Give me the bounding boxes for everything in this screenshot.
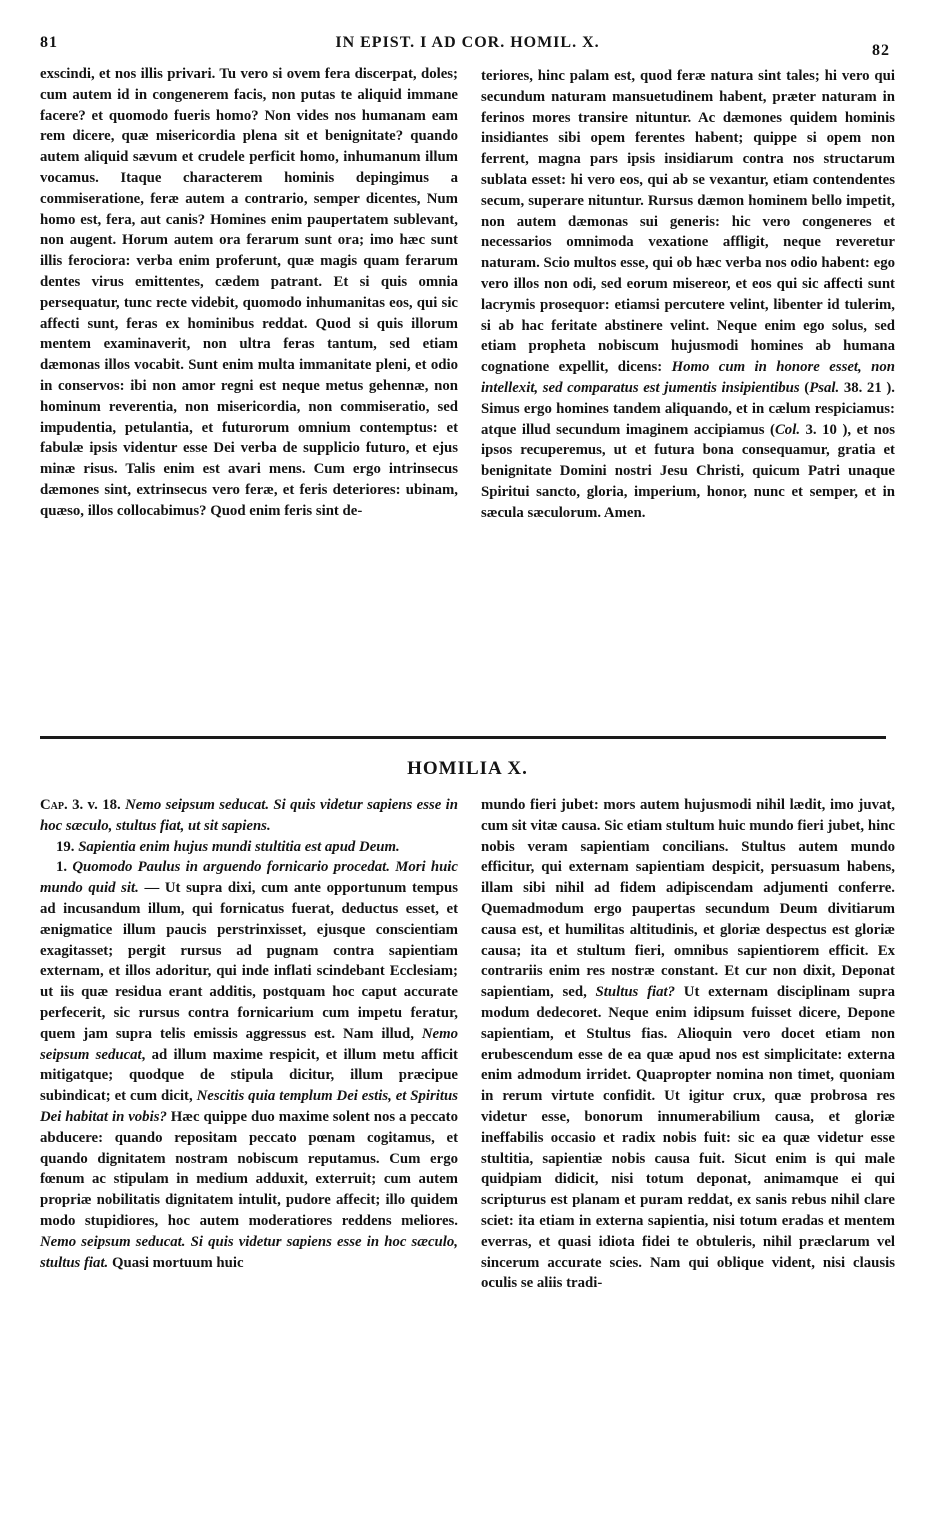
bottom-left-column bbox=[40, 795, 458, 1273]
section-number: 1. bbox=[56, 859, 68, 876]
top-right-text-b: ). Simus ergo homines tandem aliquando, et in cælum respiciamus: atque illud secundum imaginem accipiamus ( bbox=[481, 379, 895, 438]
top-right-text: teriores, hinc palam est, quod feræ natura sint tales; hi vero qui secundum naturam mansuetudinem habent, præter naturam in ferinos mores transire nituntur. Ac dæmones quidem hominis insidiantes sibi opem ferentes habent; quippe si opem non ferrent, magna pars ipsis insidiarum contra nos structarum sublata esset: hi vero eos, qui ab se vexantur, etiam contendentes secum, superare nituntur. Rursus dæmon hominem bello impetit, non autem dæmonas sui generis: hic vero congeneres et necessarios omnimoda vexatione affligit, neque reveretur naturam. Scio multos esse, qui ob hæc verba nos odio habent: ego vero illos non odi, sed eorum misereor, et eos qui sic affecti sunt lacrymis prosequor: etiamsi percutere velint, libenter id tulerim, si ab hac feritate abstinere velint. Neque enim ego solus, sed etiam propheta nobiscum hujusmodi homines ab humana cognatione expellit, dicens: Homo cum in honore esset, non intellexit, sed comparatus est jumentis insipientibus (Psal. 38. 21 ). Simus ergo homines tandem aliquando, et in cælum respiciamus: atque illud secundum imaginem accipiamus (Col. 3. 10 ), et nos ipsos recuperemus, ut et futura bona consequamur, gratia et benignitate Domini nostri Jesu Christi, quicum Patri unaque Spiritui sancto, gloria, imperium, honor, nunc et semper, et in sæcula sæculorum. Amen. bbox=[481, 68, 896, 521]
homily-right-text-2: Ut externam disciplinam supra modum dedecoret. Neque enim idipsum fuisset dicere, Depone sapientiam, et Stultus fias. Alioquin vero docet etiam non erubescendum esse de ea quæ apud nos est simplicitate: externa enim admodum irridet. Quapropter nomina non timet, quoniam in rerum virtute confidit. Ut igitur crux, quæ probrosa res videtur esse, bonorum innumerabilium causa, et gloriæ ineffabilis occasio et radix nobis fuit: sic ea quæ videtur esse stultitia, sapientiæ nobis causa fuit. Sicut enim is qui male quidpiam didicit, nisi totum deponat, animamque ei qui scripturus est planam et puram reddat, ex sanis rebus nihil clare sciet: ita etiam in externa sapientia, nisi totum eradas et mentem everras, et quasi idiota fidei te obtuleris, nihil præclarum vel sincerum accurate scies. Nam qui oblique vident, nisi clausis oculis se aliis tradi- bbox=[481, 984, 895, 1292]
col-ref-label: Col. bbox=[774, 421, 801, 438]
homily-text-4: Quasi mortuum huic bbox=[108, 1254, 244, 1271]
quote-stultus-fiat: Stultus fiat? bbox=[595, 984, 676, 1001]
homily-right-text-1: mundo fieri jubet: mors autem hujusmodi nihil lædit, imo juvat, cum sit vitæ causa. Sic etiam stultum huic mundo fieri jubet, hinc nobis veram sapientiam concilians. Stultus autem mundo efficitur, qui externam sapientiam despicit, persuasum habens, illam sibi nihil ad fidem adipiscendam adjumenti conferre. Quemadmodum ergo paupertas secundum Deum divitiarum causa est, et humilitas altitudinis, et gloriæ despectus est gloriæ causa; ita et stultum fieri, omnibus sapientiorem efficit. Ex contrariis enim res nostræ constant. Et cur non dixit, Deponat sapientiam, sed, bbox=[481, 797, 895, 1001]
top-right-column bbox=[481, 66, 895, 524]
top-left-text: exscindi, et nos illis privari. Tu vero si ovem fera discerpat, doles; cum autem id in congenerem facis, non putas te aliquid immane facere? et quomodo fueris homo? Non vides nos humanam eam rem dicere, quæ misericordia plena sit et benignitate? quando autem aliquid sævum et crudele perficit homo, inhumanum illum vocamus. Itaque characterem hominis depingimus a commiseratione, feræ autem a contrario, semper dicentes, Num homo est, fera, aut canis? Homines enim paupertatem sublevant, non augent. Horum autem ora ferarum sunt ora; imo hæc sunt illis ferociora: verba enim proferunt, quæ magis quam ferarum dentes virus emittentes, cædem patrant. Et si quis omnia persequatur, tunc recte videbit, quomodo inhumanitas eos, qui sic affecti sunt, feras ex hominibus reddat. Quod si quis illorum mentem examinaverit, non ultra feras tantum, sed etiam dæmonas illos vocabit. Sunt enim multa immanitate pleni, et odio in conservos: ibi non amor regni est neque metus gehennæ, non hominum reverentia, non misericordia, non commiseratio, sed impudentia, petulantia, et futurorum omnium contemptus: et fabulæ ipsis videntur esse Dei verba de supplicio futuro, et ejus minæ risus. Talis enim est avari mens. Cum ergo intrinsecus dæmones sint, extrinsecus vero feræ, et feris deteriores: ubinam, quæso, illos collocabimus? Quod enim feris sint de- bbox=[40, 66, 458, 519]
psalm-quote: Homo cum in honore esset, non intellexit, sed comparatus est jumentis insipientibus bbox=[481, 359, 896, 396]
running-title: IN EPIST. I AD COR. HOMIL. X. bbox=[335, 34, 600, 51]
left-page-number: 81 bbox=[40, 34, 58, 51]
homily-paragraph-1 bbox=[40, 857, 458, 1273]
chapter-verse-18 bbox=[40, 795, 458, 837]
top-right-text-a: teriores, hinc palam est, quod feræ natura sint tales; hi vero qui secundum naturam mansuetudinem habent, præter naturam in ferinos mores transire nituntur. Ac dæmones quidem hominis insidiantes sibi opem ferentes habent; quippe si opem non ferrent, magna pars ipsis insidiarum contra nos structarum sublata esset: hi vero eos, qui ab se vexantur, etiam contendentes secum, superare nituntur. Rursus dæmon hominem bello impetit, non autem dæmonas sui generis: hic vero congeneres et necessarios omnimoda vexatione affligit, neque reveretur naturam. Scio multos esse, qui ob hæc verba nos odio habent: ego vero illos non odi, sed eorum misereor, et eos qui sic affecti sunt lacrymis prosequor: etiamsi percutere velint, libenter id tulerim, si ab hac feritate abstinere velint. Neque enim ego solus, sed etiam propheta nobiscum hujusmodi homines ab humana cognatione expellit, dicens: bbox=[481, 68, 895, 376]
verse-19-text: Sapientia enim hujus mundi stultitia est apud Deum. bbox=[78, 838, 400, 855]
top-right-text-c: ), et nos ipsos recuperemus, ut et futura bona consequamur, gratia et benignitate Domini nostri Jesu Christi, quicum Patri unaque Spiritui sancto, gloria, imperium, honor, nunc et semper, et in sæcula sæculorum. Amen. bbox=[481, 421, 895, 521]
verse-19-number: 19. bbox=[56, 838, 75, 855]
quote-1: Nemo seipsum seducat bbox=[40, 1025, 458, 1063]
section-summary: Quomodo Paulus in arguendo fornicario procedat. Mori huic mundo quid sit. bbox=[40, 859, 458, 897]
cap-label: Cap. bbox=[40, 797, 68, 813]
psalm-ref-label: Psal. bbox=[809, 379, 840, 396]
cap-ref: 3. v. 18. bbox=[72, 797, 121, 813]
bottom-right-column bbox=[481, 795, 895, 1294]
section-divider bbox=[40, 736, 886, 739]
psalm-ref-number: 38. 21 bbox=[843, 379, 882, 396]
homily-title: HOMILIA X. bbox=[407, 758, 528, 779]
right-page-number: 82 bbox=[872, 42, 890, 59]
top-left-column bbox=[40, 64, 458, 522]
homily-paragraph-2 bbox=[481, 795, 895, 1294]
chapter-verse-19 bbox=[40, 837, 458, 858]
homily-text-2: , ad illum maxime respicit, et illum metu afficit mitigatque; quodque de stipula dicitur, illum præcipue subindicat; et cum dicit, bbox=[40, 1046, 458, 1105]
quote-3: Nemo seipsum seducat. Si quis videtur sapiens esse in hoc sæculo, stultus fiat. bbox=[40, 1233, 458, 1271]
homily-text-1: — Ut supra dixi, cum ante opportunum tempus ad incusandum illum, qui fornicatus fuerat, deductus esset, et ænigmatice illum paucis perstrinxisset, ejusque conscientiam exagitasset; pergit rursus ad pugnam contra sapientiam externam, et illos adoritur, qui inde inflati scindebant Ecclesiam; ut iis quæ residua erant additis, postquam hoc caput accurate perfecerit, sic rursus contra fornicarium cum impetu feratur, quem jam supra telis emissis aggressus est. Nam illud, bbox=[40, 880, 458, 1042]
verse-18-text: Nemo seipsum seducat. Si quis videtur sapiens esse in hoc sæculo, stultus fiat, ut sit sapiens. bbox=[40, 797, 459, 834]
col-ref-number: 3. 10 bbox=[805, 421, 837, 438]
homily-text-3: Hæc quippe duo maxime solent nos a peccato abducere: quando repositam peccato pœnam cogitamus, et quando dignitatem nostram nobiscum reputamus. Cum ergo fœnum ac stipulam in medium adduxit, exterruit; cum autem propriæ nobilitatis dignitatem intulit, pudore affecit; illo quidem modo stupidiores, hoc autem moderatiores reddens meliores. bbox=[40, 1108, 458, 1229]
quote-2: Nescitis quia templum Dei estis, et Spiritus Dei habitat in vobis? bbox=[40, 1088, 458, 1125]
